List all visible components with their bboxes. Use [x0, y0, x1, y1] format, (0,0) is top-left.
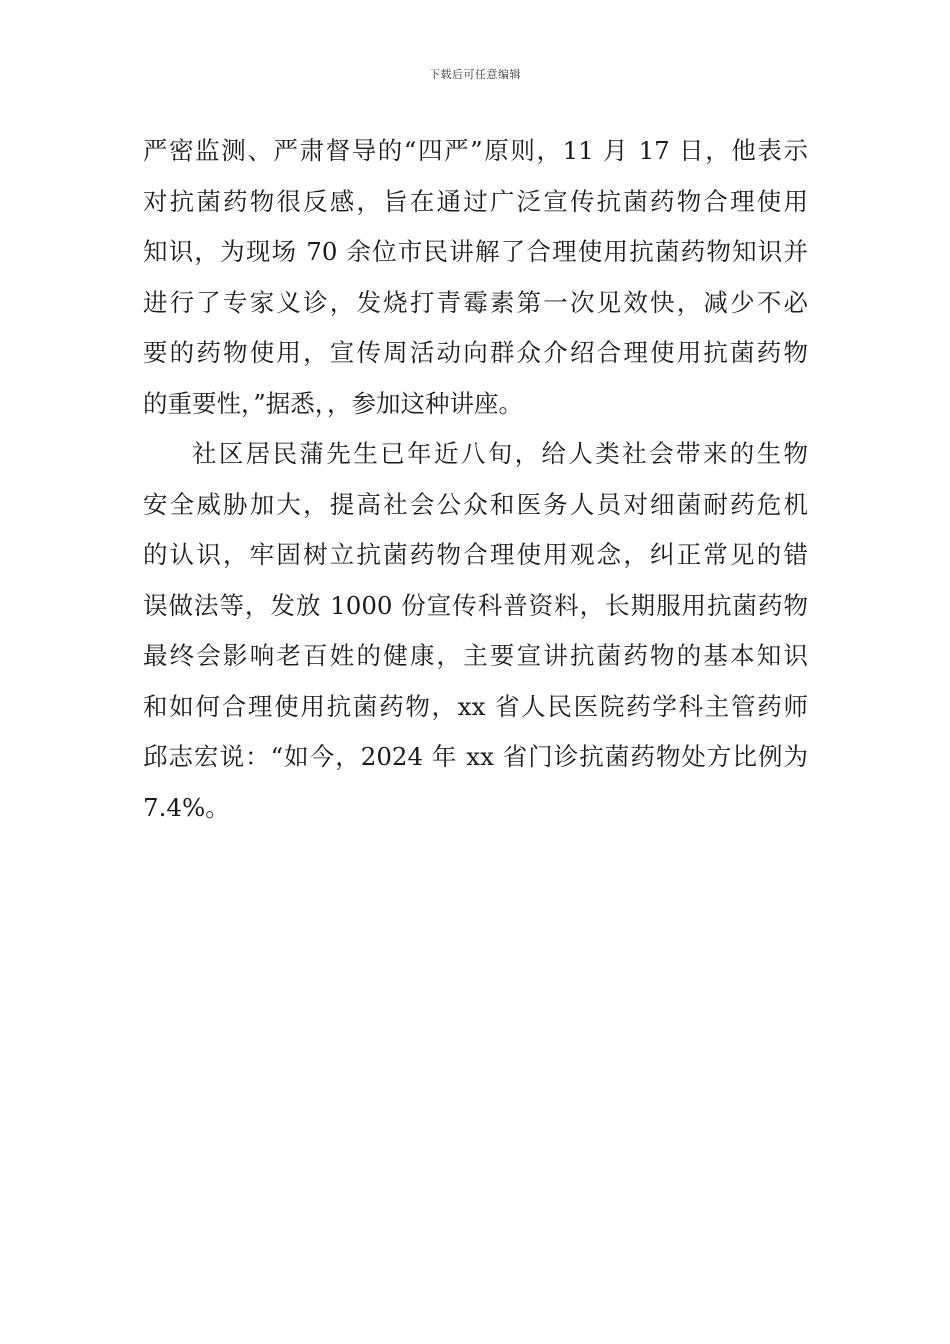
text-line: 进行了专家义诊，发烧打青霉素第一次见效快，减少不必: [143, 287, 808, 317]
text-line: 的重要性，”据悉，，参加这种讲座。: [143, 388, 524, 418]
page-header-note: 下载后可任意编辑: [429, 68, 521, 81]
text-line: 社区居民蒲先生已年近八旬，给人类社会带来的生物: [192, 439, 808, 468]
text-line: 误做法等，发放 1000 份宣传科普资料，长期服用抗菌药物: [143, 590, 808, 620]
text-line: 最终会影响老百姓的健康，主要宣讲抗菌药物的基本知识: [143, 641, 808, 670]
text-line: 的认识，牢固树立抗菌药物合理使用观念，纠正常见的错: [143, 540, 808, 569]
text-line: 要的药物使用，宣传周活动向群众介绍合理使用抗菌药物: [143, 338, 808, 367]
document-body: [143, 126, 808, 833]
text-line: 和如何合理使用抗菌药物，xx 省人民医院药学科主管药师: [143, 691, 808, 721]
paragraph-2: [143, 429, 808, 833]
text-line: 对抗菌药物很反感，旨在通过广泛宣传抗菌药物合理使用: [143, 186, 808, 216]
text-line: 知识，为现场 70 余位市民讲解了合理使用抗菌药物知识并: [143, 237, 808, 266]
text-line: 7.4%。: [143, 792, 230, 822]
text-line: 邱志宏说：“如今，2024 年 xx 省门诊抗菌药物处方比例为: [143, 742, 808, 771]
text-line: 安全威胁加大，提高社会公众和医务人员对细菌耐药危机: [143, 489, 808, 519]
text-line: 严密监测、严肃督导的“四严”原则，11 月 17 日，他表示: [143, 136, 808, 165]
paragraph-1: [143, 126, 808, 429]
